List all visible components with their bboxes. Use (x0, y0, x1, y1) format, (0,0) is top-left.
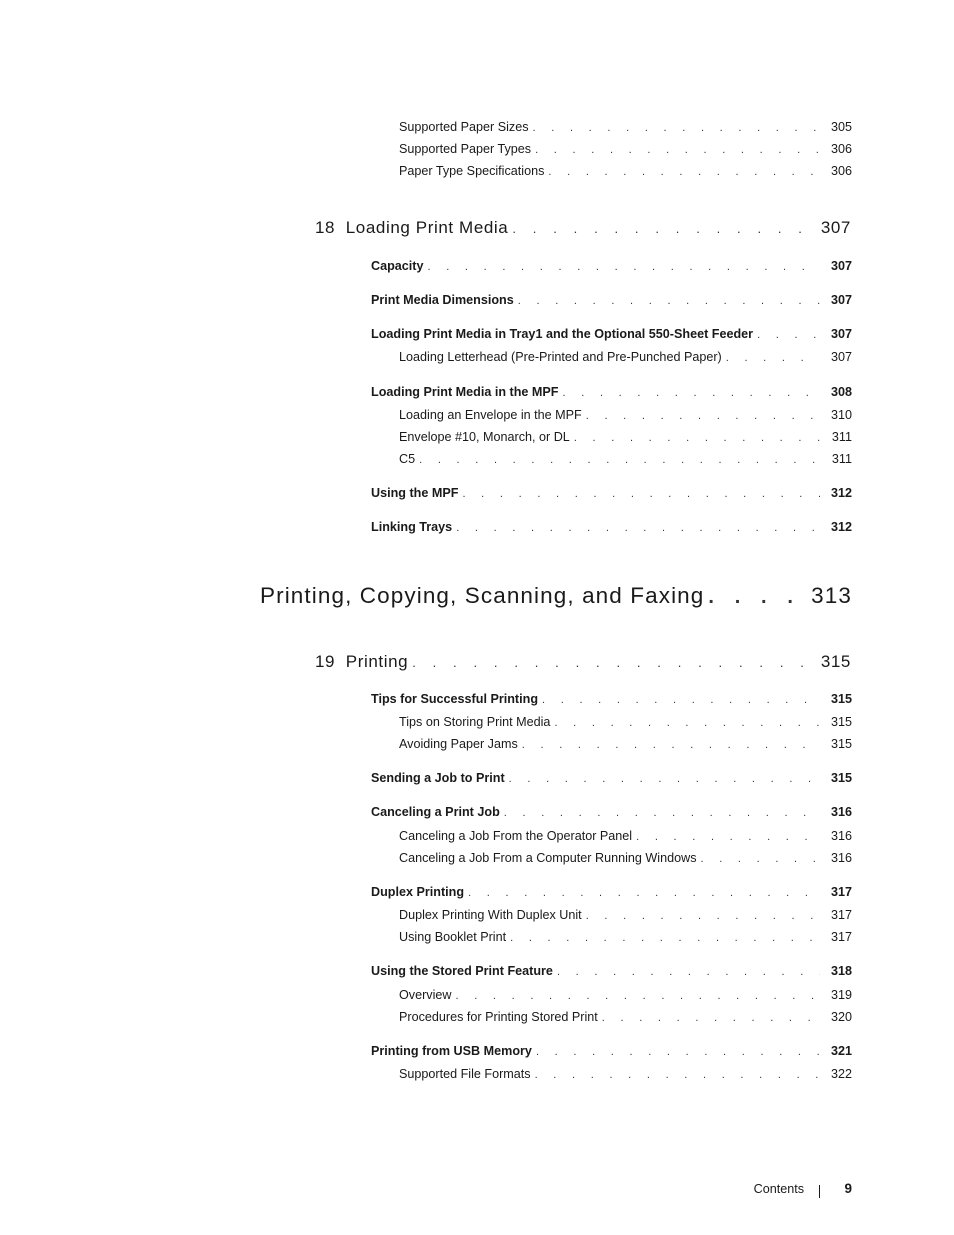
toc-entry[interactable] (399, 452, 852, 466)
toc-entry-title: C5 (399, 452, 416, 466)
dot-leader (708, 586, 800, 609)
toc-entry-page: 321 (830, 1044, 852, 1058)
toc-entry-page: 319 (830, 988, 852, 1002)
toc-entry-title: Loading an Envelope in the MPF (399, 408, 582, 422)
chapter-page: 307 (820, 218, 851, 237)
toc-entry-page: 316 (830, 829, 852, 843)
toc-entry-page: 307 (830, 327, 852, 341)
dot-leader (557, 966, 820, 978)
toc-entry-page: 306 (830, 164, 852, 178)
dot-leader (419, 454, 820, 466)
dot-leader (412, 655, 809, 670)
toc-section[interactable] (371, 964, 852, 978)
part-title: Printing, Copying, Scanning, and Faxing (260, 583, 705, 608)
toc-section[interactable] (371, 885, 852, 899)
toc-entry-title: Overview (399, 988, 452, 1002)
dot-leader (536, 1046, 820, 1058)
toc-entry-page: 316 (830, 851, 852, 865)
toc-entry-title: Capacity (371, 259, 424, 273)
toc-entry-page: 312 (830, 520, 852, 534)
toc-section[interactable] (371, 327, 852, 341)
toc-entry-title: Using Booklet Print (399, 930, 507, 944)
toc-entry-page: 305 (830, 120, 852, 134)
toc-entry-page: 311 (831, 452, 852, 466)
toc-section[interactable] (371, 385, 852, 399)
toc-entry-title: Printing from USB Memory (371, 1044, 532, 1058)
dot-leader (512, 221, 809, 236)
toc-entry-page: 317 (830, 908, 852, 922)
toc-section[interactable] (371, 259, 852, 273)
toc-entry-title: Linking Trays (371, 520, 453, 534)
toc-entry-title: Print Media Dimensions (371, 293, 514, 307)
toc-entry-title: Canceling a Job From a Computer Running Windows (399, 851, 697, 865)
toc-entry-page: 315 (830, 715, 852, 729)
toc-entry-page: 317 (830, 885, 852, 899)
toc-chapter-18[interactable] (315, 218, 851, 238)
dot-leader (455, 990, 820, 1002)
dot-leader (548, 166, 820, 178)
toc-entry-title: Using the Stored Print Feature (371, 964, 553, 978)
toc-entry-page: 320 (830, 1010, 852, 1024)
toc-entry-title: Tips for Successful Printing (371, 692, 539, 706)
toc-entry-title: Supported Paper Sizes (399, 120, 529, 134)
page-number: 9 (844, 1181, 852, 1196)
toc-section[interactable] (371, 771, 852, 785)
toc-entry[interactable] (399, 142, 852, 156)
toc-section[interactable] (371, 805, 852, 819)
toc-entry-title: Supported File Formats (399, 1067, 531, 1081)
toc-entry-page: 322 (830, 1067, 852, 1081)
toc-entry-page: 317 (830, 930, 852, 944)
toc-entry[interactable] (399, 430, 852, 444)
toc-entry-page: 318 (830, 964, 852, 978)
dot-leader (518, 295, 820, 307)
toc-entry-title: Loading Print Media in Tray1 and the Optional 550-Sheet Feeder (371, 327, 754, 341)
toc-entry-page: 310 (830, 408, 852, 422)
footer-divider (819, 1185, 820, 1198)
toc-section[interactable] (371, 486, 852, 500)
toc-entry-page: 315 (830, 771, 852, 785)
dot-leader (574, 432, 820, 444)
toc-entry-title: Duplex Printing (371, 885, 465, 899)
toc-entry-title: Canceling a Print Job (371, 805, 500, 819)
toc-entry-page: 307 (830, 259, 852, 273)
dot-leader (602, 1012, 820, 1024)
dot-leader (522, 739, 820, 751)
chapter-title: 18 Loading Print Media (315, 218, 509, 237)
toc-entry-page: 307 (830, 350, 852, 364)
dot-leader (563, 387, 820, 399)
toc-entry-title: Avoiding Paper Jams (399, 737, 518, 751)
dot-leader (535, 144, 820, 156)
toc-entry-title: Loading Print Media in the MPF (371, 385, 559, 399)
dot-leader (509, 773, 820, 785)
toc-entry[interactable] (399, 829, 852, 843)
dot-leader (586, 910, 820, 922)
toc-section[interactable] (371, 293, 852, 307)
toc-entry[interactable] (399, 851, 852, 865)
toc-entry[interactable] (399, 120, 852, 134)
toc-entry[interactable] (399, 908, 852, 922)
toc-entry-page: 315 (830, 692, 852, 706)
dot-leader (504, 807, 820, 819)
toc-entry-title: Procedures for Printing Stored Print (399, 1010, 598, 1024)
dot-leader (757, 329, 820, 341)
dot-leader (510, 932, 820, 944)
toc-entry[interactable] (399, 715, 852, 729)
toc-entry[interactable] (399, 408, 852, 422)
toc-entry-title: Duplex Printing With Duplex Unit (399, 908, 582, 922)
toc-chapter-19[interactable] (315, 652, 851, 672)
toc-entry-page: 315 (830, 737, 852, 751)
dot-leader (726, 352, 820, 364)
dot-leader (586, 410, 820, 422)
toc-section[interactable] (371, 1044, 852, 1058)
toc-entry-title: Using the MPF (371, 486, 459, 500)
dot-leader (535, 1069, 820, 1081)
dot-leader (533, 122, 820, 134)
dot-leader (428, 261, 821, 273)
dot-leader (554, 717, 820, 729)
toc-entry-title: Envelope #10, Monarch, or DL (399, 430, 570, 444)
toc-entry-title: Canceling a Job From the Operator Panel (399, 829, 633, 843)
part-page: 313 (811, 583, 852, 608)
toc-entry[interactable] (399, 930, 852, 944)
toc-part[interactable] (260, 583, 852, 609)
toc-entry-title: Tips on Storing Print Media (399, 715, 551, 729)
chapter-title: 19 Printing (315, 652, 409, 671)
toc-entry[interactable] (399, 1067, 852, 1081)
toc-section[interactable] (371, 520, 852, 534)
toc-section[interactable] (371, 692, 852, 706)
toc-entry[interactable] (399, 164, 852, 178)
toc-entry-page: 307 (830, 293, 852, 307)
toc-entry-page: 306 (830, 142, 852, 156)
toc-entry-page: 311 (831, 430, 852, 444)
toc-entry-title: Loading Letterhead (Pre-Printed and Pre-Punched Paper) (399, 350, 722, 364)
toc-entry-page: 316 (830, 805, 852, 819)
toc-entry-title: Supported Paper Types (399, 142, 532, 156)
toc-entry[interactable] (399, 988, 852, 1002)
page-footer (700, 1180, 852, 1200)
dot-leader (542, 694, 820, 706)
dot-leader (701, 853, 821, 865)
toc-entry-page: 308 (830, 385, 852, 399)
dot-leader (456, 522, 820, 534)
toc-entry-title: Sending a Job to Print (371, 771, 505, 785)
toc-entry-page: 312 (830, 486, 852, 500)
toc-entry[interactable] (399, 350, 852, 364)
chapter-page: 315 (820, 652, 851, 671)
dot-leader (468, 887, 820, 899)
dot-leader (462, 488, 820, 500)
toc-entry[interactable] (399, 737, 852, 751)
toc-entry[interactable] (399, 1010, 852, 1024)
toc-entry-title: Paper Type Specifications (399, 164, 545, 178)
dot-leader (636, 831, 820, 843)
footer-label: Contents (753, 1182, 804, 1196)
